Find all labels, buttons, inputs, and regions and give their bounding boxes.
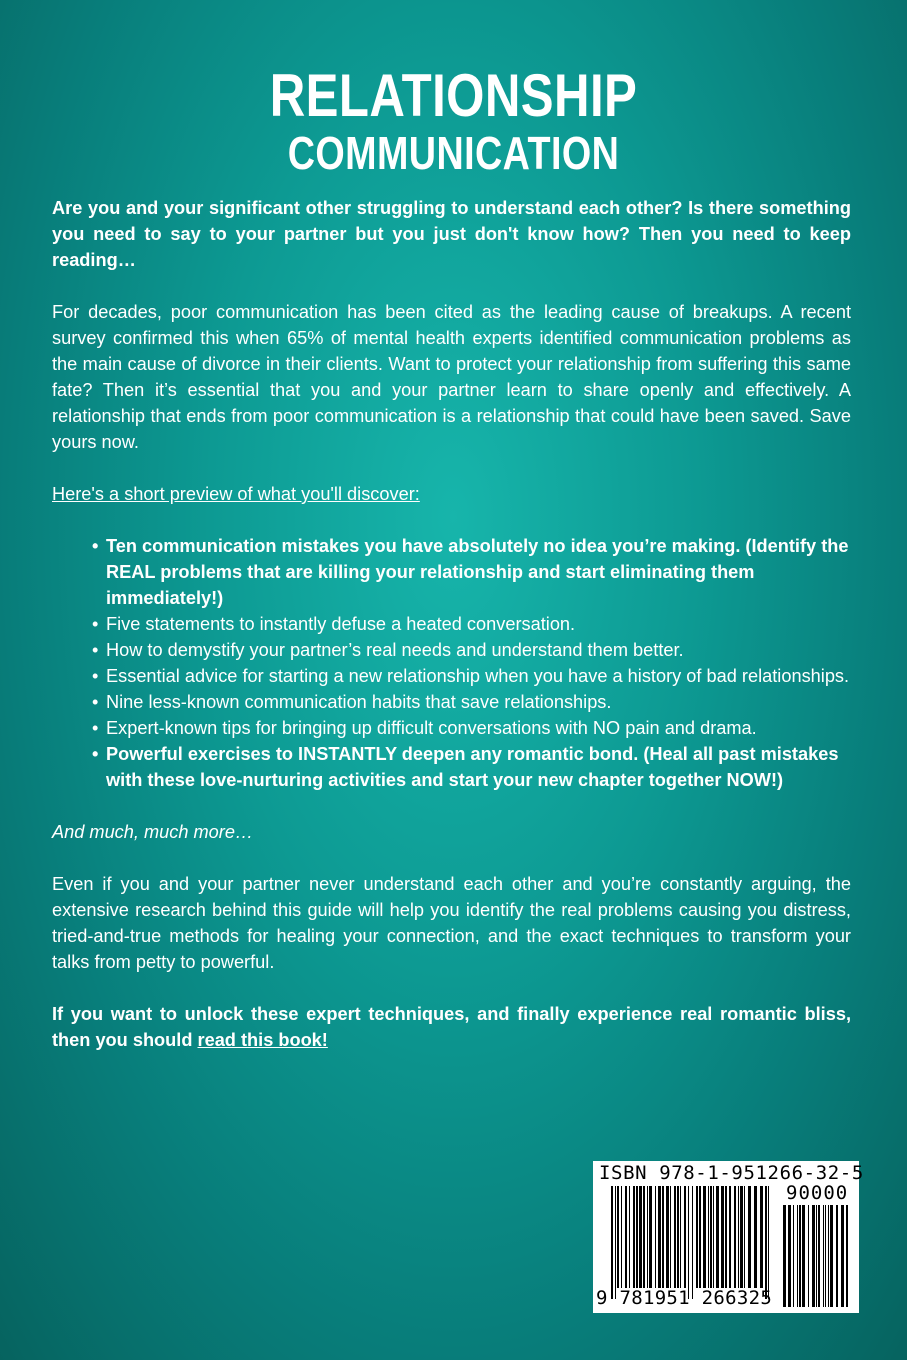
barcode-bar [721,1186,724,1288]
barcode-bar [841,1205,844,1307]
barcode-bar [625,1186,627,1288]
barcode-bar [684,1186,686,1288]
barcode-bar [611,1186,613,1299]
price-addon-number: 90000 [786,1182,849,1204]
barcode-bar [802,1205,805,1307]
barcode-bar [643,1186,645,1288]
barcode-bar [783,1205,786,1307]
barcode-bar [740,1186,743,1288]
barcode-bar [816,1205,817,1307]
barcode-bar [696,1186,698,1288]
barcode-bar [725,1186,727,1288]
barcode-bar [760,1186,763,1288]
barcode-bar [812,1205,815,1307]
paragraph-research: Even if you and your partner never understand each other and you’re constantly arguing, the extensive research behind this guide will help you identify the real problems causing you distress, tried-and-true methods for healing your connection, and the exact techniques to transform your talks from petty to powerful. [52,874,851,972]
bullet-item: • Five statements to instantly defuse a heated conversation. [106,611,851,637]
bullet-item: • Ten communication mistakes you have absolutely no idea you’re making. (Identify the REAL problems that are killing your relationship and start eliminating them immediately!) [106,533,851,611]
closing-text: If you want to unlock these expert techniques, and finally experience real romantic bliss, then you should [52,1004,851,1050]
barcode-bar [674,1186,676,1288]
book-title-line1: RELATIONSHIP [269,62,638,129]
bullet-item: • Essential advice for starting a new relationship when you have a history of bad relationships. [106,663,851,689]
closing-paragraph [52,1001,851,1053]
barcode-bar [680,1186,681,1288]
barcode-bar [748,1186,751,1288]
barcode-bar [710,1186,712,1288]
barcode-bar [768,1186,769,1299]
barcode-bar [649,1186,652,1288]
barcode-bar [655,1186,656,1288]
barcode-bar [629,1186,630,1288]
read-this-book-link[interactable]: read this book! [197,1030,328,1050]
bullet-item: • Powerful exercises to INSTANTLY deepen any romantic bond. (Heal all past mistakes with these love-nurturing activities and start your new chapter together NOW!) [106,741,851,793]
barcode-bar [688,1186,689,1299]
bullet-item: • Nine less-known communication habits that save relationships. [106,689,851,715]
barcode-bar [830,1205,833,1307]
barcode-bar [808,1205,809,1307]
barcode-bar [744,1186,745,1288]
barcode-bar [765,1186,767,1299]
barcode-bar [729,1186,731,1288]
barcode-bar [677,1186,679,1288]
barcode-bar [692,1186,693,1299]
barcode-bar [793,1205,794,1307]
preview-list [52,533,851,793]
bullet-item: • Expert-known tips for bringing up difficult conversations with NO pain and drama. [106,715,851,741]
barcode-bar [639,1186,642,1288]
barcode-bar [662,1186,664,1288]
and-more-text: And much, much more… [52,822,254,842]
barcode-bar [708,1186,709,1288]
barcode-bar [636,1186,638,1288]
barcode-bar [647,1186,648,1288]
barcode-bar [846,1205,848,1307]
barcode-bar [734,1186,736,1288]
barcode-bar [658,1186,661,1288]
barcode-bar [754,1186,757,1288]
barcode-bar [666,1186,669,1288]
barcode-bar [633,1186,635,1288]
barcode-bar [699,1186,701,1288]
barcode-bar [825,1205,826,1307]
ean-digits: 9 781951 266325 [596,1287,773,1309]
barcode-bar [799,1205,801,1307]
barcode-bar [713,1186,714,1288]
barcode-bar [617,1186,619,1288]
barcode-bar [615,1186,616,1299]
barcode-bar [621,1186,622,1288]
barcode-bar [738,1186,739,1288]
book-title-line2: COMMUNICATION [287,127,620,179]
paragraph-decades: For decades, poor communication has been cited as the leading cause of breakups. A recent survey confirmed this when 65% of mental health experts identified communication problems as the main cause of divorce in their clients. Want to protect your relationship from suffering this same fate? Then it’s essential that you and your partner learn to share openly and effectively. A relationship that ends from poor communication is a relationship that could have been saved. Save yours now. [52,302,851,452]
barcode-bar [823,1205,824,1307]
barcode-bar [670,1186,671,1288]
isbn-barcode [593,1161,864,1313]
bullet-item: • How to demystify your partner’s real needs and understand them better. [106,637,851,663]
barcode-bar [818,1205,820,1307]
preview-heading: Here's a short preview of what you'll discover: [52,484,420,504]
intro-paragraph: Are you and your significant other struggling to understand each other? Is there something you need to say to your partner but you just don't know how? Then you need to keep reading… [52,198,851,270]
barcode-bar [716,1186,719,1288]
barcode-bar [797,1205,798,1307]
isbn-number: ISBN 978-1-951266-32-5 [599,1162,864,1184]
blurb-content [52,195,851,1053]
barcode-bar [836,1205,838,1307]
barcode-bar [703,1186,706,1288]
barcode-bar [788,1205,791,1307]
barcode-bar [828,1205,829,1307]
